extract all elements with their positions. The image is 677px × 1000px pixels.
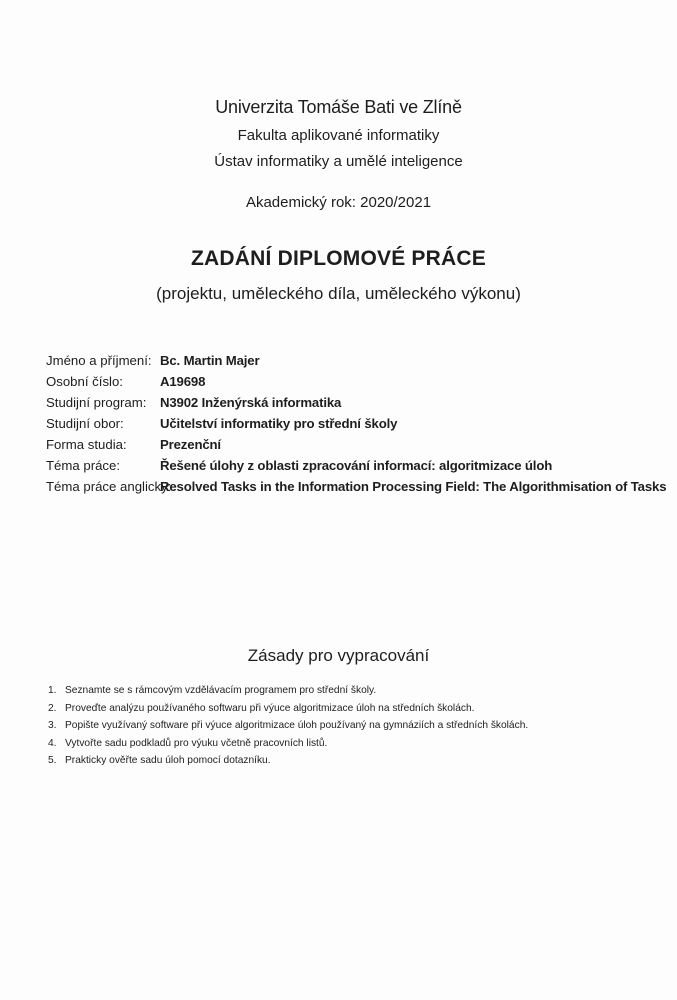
- info-value: Řešené úlohy z oblasti zpracování informací: algoritmizace úloh: [160, 458, 553, 473]
- info-value: Bc. Martin Majer: [160, 353, 260, 368]
- info-label: Studijní obor:: [46, 416, 124, 431]
- faculty-name: Fakulta aplikované informatiky: [237, 127, 440, 144]
- info-row-thesis-topic-english: [46, 476, 666, 497]
- university-name: Univerzita Tomáše Bati ve Zlíně: [215, 97, 462, 117]
- principles-list: [48, 682, 528, 770]
- document-title: ZADÁNÍ DIPLOMOVÉ PRÁCE: [191, 247, 486, 270]
- info-label: Téma práce:: [46, 458, 121, 473]
- info-label: Osobní číslo:: [46, 374, 123, 389]
- list-number: 5.: [48, 755, 57, 766]
- list-text: Vytvořte sadu podkladů pro výuku včetně pracovních listů.: [65, 737, 328, 749]
- info-row-study-program: [46, 392, 666, 413]
- list-text: Proveďte analýzu používaného softwaru při výuce algoritmizace úloh na středních školách.: [65, 702, 475, 714]
- info-label: Forma studia:: [46, 437, 127, 452]
- principles-heading: Zásady pro vypracování: [247, 646, 430, 665]
- list-item: [48, 735, 528, 753]
- list-text: Popište využívaný software při výuce algoritmizace úloh používaný na gymnáziích a středních školách.: [65, 720, 529, 731]
- list-text: Prakticky ověřte sadu úloh pomocí dotazníku.: [65, 755, 271, 766]
- info-value: A19698: [160, 374, 206, 389]
- info-value: Resolved Tasks in the Information Processing Field: The Algorithmisation of Tasks: [160, 479, 667, 494]
- academic-year: Akademický rok: 2020/2021: [245, 194, 432, 211]
- info-row-personal-number: [46, 371, 666, 392]
- list-item: [48, 700, 528, 718]
- list-number: 1.: [48, 685, 57, 696]
- info-value: N3902 Inženýrská informatika: [160, 395, 342, 410]
- info-value: Prezenční: [160, 437, 221, 452]
- list-number: 4.: [48, 737, 57, 749]
- info-row-name: [46, 350, 666, 371]
- institute-name: Ústav informatiky a umělé inteligence: [214, 153, 463, 170]
- info-value: Učitelství informatiky pro střední školy: [160, 416, 398, 431]
- list-item: [48, 717, 528, 735]
- info-label: Téma práce anglicky:: [46, 479, 172, 494]
- info-label: Jméno a příjmení:: [46, 353, 152, 368]
- list-number: 3.: [48, 720, 57, 731]
- student-info: [46, 350, 666, 497]
- list-item: [48, 682, 528, 700]
- list-item: [48, 752, 528, 770]
- list-number: 2.: [48, 702, 57, 714]
- info-row-study-form: [46, 434, 666, 455]
- info-row-study-field: [46, 413, 666, 434]
- list-text: Seznamte se s rámcovým vzdělávacím programem pro střední školy.: [65, 685, 377, 696]
- info-label: Studijní program:: [46, 395, 147, 410]
- document-subtitle: (projektu, uměleckého díla, uměleckého výkonu): [156, 284, 521, 303]
- info-row-thesis-topic: [46, 455, 666, 476]
